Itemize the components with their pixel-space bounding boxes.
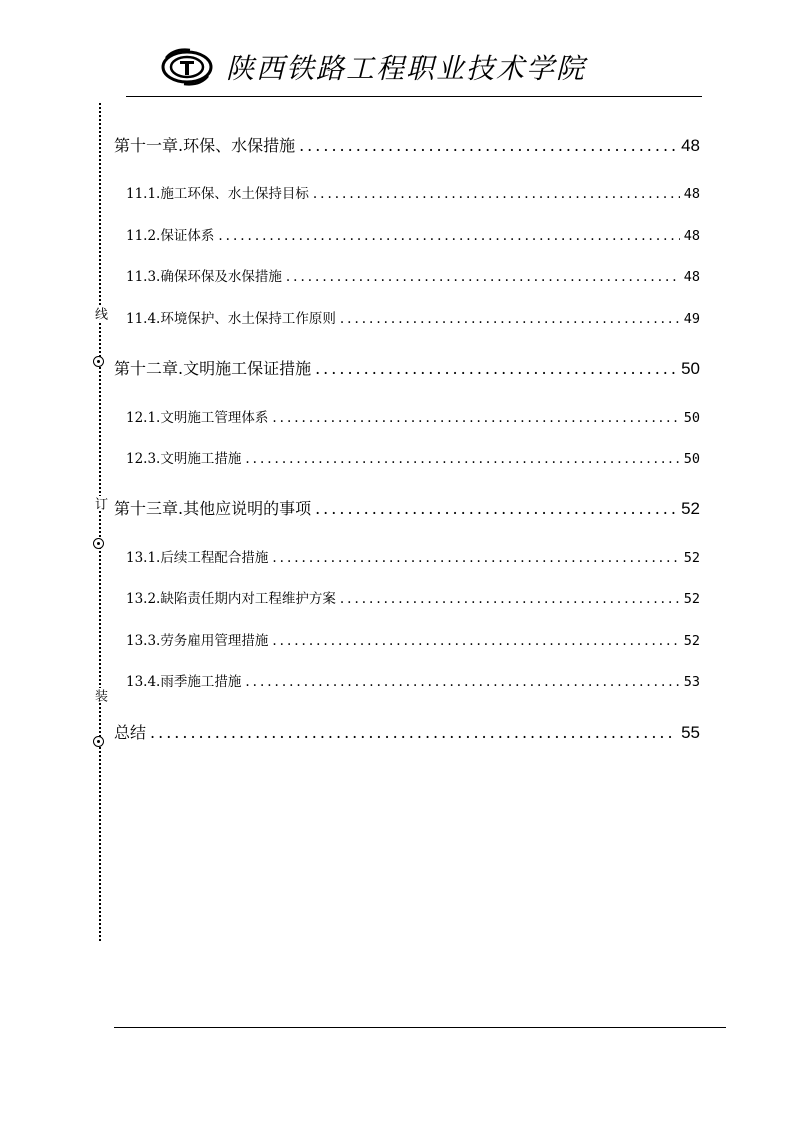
toc-leader-dots	[286, 269, 680, 285]
toc-leader-dots	[340, 311, 680, 327]
toc-entry-page: 52	[681, 499, 700, 518]
toc-entry-label: 13.3.劳务雇用管理措施	[126, 633, 269, 649]
toc-leader-dots	[245, 451, 679, 467]
toc-entry-page: 50	[683, 451, 700, 467]
toc-entry[interactable]	[126, 182, 700, 202]
toc-leader-dots	[272, 410, 679, 426]
toc-entry[interactable]	[126, 670, 700, 690]
binding-char-xian: 线	[92, 307, 107, 320]
toc-leader-dots	[299, 136, 677, 155]
toc-entry-label: 13.2.缺陷责任期内对工程维护方案	[126, 591, 336, 607]
toc-entry[interactable]	[114, 356, 700, 379]
toc-entry-label: 13.1.后续工程配合措施	[126, 550, 269, 566]
institution-name: 陕西铁路工程职业技术学院	[226, 52, 587, 85]
footer-divider	[114, 1027, 726, 1028]
toc-entry[interactable]	[126, 447, 700, 467]
toc-leader-dots	[272, 550, 679, 566]
toc-leader-dots	[218, 228, 679, 244]
toc-entry[interactable]	[114, 496, 700, 519]
toc-entry-label: 第十二章.文明施工保证措施	[114, 359, 312, 378]
toc-entry-label: 11.4.环境保护、水土保持工作原则	[126, 311, 336, 327]
toc-leader-dots	[340, 591, 680, 607]
toc-entry-label: 11.3.确保环保及水保措施	[126, 269, 282, 285]
toc-entry[interactable]	[114, 133, 700, 156]
toc-entry[interactable]	[114, 720, 700, 743]
toc-entry-label: 第十三章.其他应说明的事项	[114, 499, 312, 518]
toc-entry-page: 50	[683, 410, 700, 426]
toc-entry-page: 48	[683, 228, 700, 244]
toc-entry-label: 12.3.文明施工措施	[126, 451, 242, 467]
toc-entry-page: 48	[683, 269, 700, 285]
toc-entry-page: 53	[683, 674, 700, 690]
toc-leader-dots	[150, 723, 677, 742]
toc-entry[interactable]	[126, 406, 700, 426]
toc-leader-dots	[245, 674, 679, 690]
toc-entry-page: 48	[683, 186, 700, 202]
toc-entry-page: 52	[683, 550, 700, 566]
toc-entry[interactable]	[126, 265, 700, 285]
toc-leader-dots	[313, 186, 680, 202]
toc-entry-page: 49	[683, 311, 700, 327]
binding-char-ding: 订	[92, 497, 107, 510]
toc-leader-dots	[272, 633, 679, 649]
toc-entry-label: 11.2.保证体系	[126, 228, 215, 244]
toc-entry[interactable]	[126, 224, 700, 244]
toc-entry-page: 52	[683, 633, 700, 649]
toc-leader-dots	[315, 359, 677, 378]
toc-entry-label: 第十一章.环保、水保措施	[114, 136, 296, 155]
toc-entry-page: 55	[681, 723, 700, 742]
toc-entry-page: 50	[681, 359, 700, 378]
toc-entry-label: 12.1.文明施工管理体系	[126, 410, 269, 426]
toc-entry-label: 总结	[114, 723, 147, 742]
toc-entry[interactable]	[126, 587, 700, 607]
toc-entry[interactable]	[126, 546, 700, 566]
toc-entry-page: 52	[683, 591, 700, 607]
binding-char-zhuang: 装	[92, 689, 107, 702]
toc-leader-dots	[315, 499, 677, 518]
toc-entry-page: 48	[681, 136, 700, 155]
toc-entry-label: 13.4.雨季施工措施	[126, 674, 242, 690]
toc-entry[interactable]	[126, 307, 700, 327]
toc-entry-label: 11.1.施工环保、水土保持目标	[126, 186, 309, 202]
toc-entry[interactable]	[126, 629, 700, 649]
